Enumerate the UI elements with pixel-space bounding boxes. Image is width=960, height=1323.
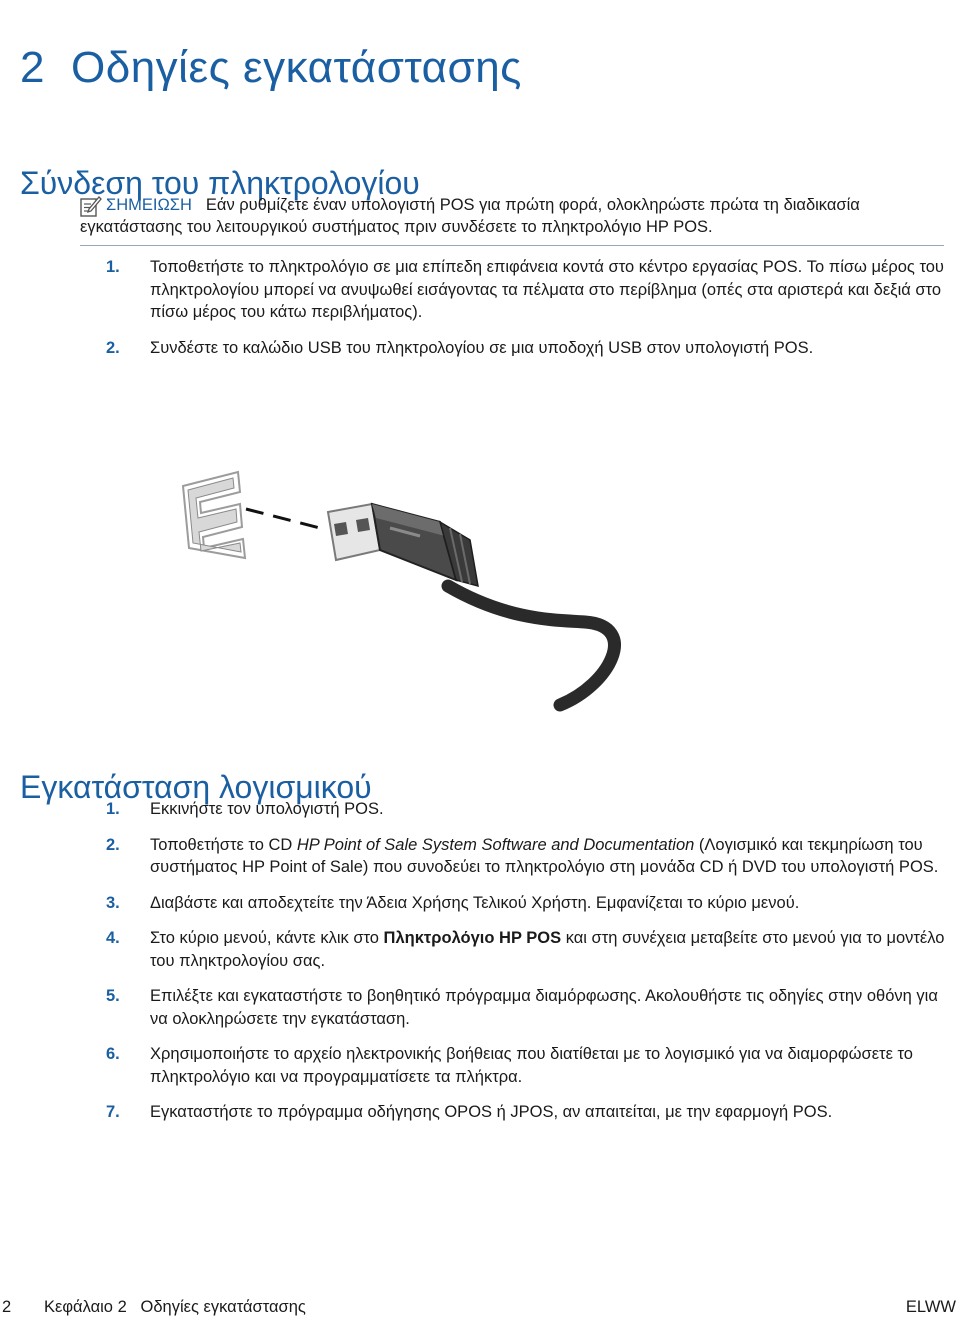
footer-document-code: ELWW [905, 1298, 956, 1316]
note-text: Εάν ρυθμίζετε έναν υπολογιστή POS για πρώτη φορά, ολοκληρώστε πρώτα τη διαδικασία εγκατάστασης του λειτουργικού συστήματος πριν συνδέσετε το πληκτρολόγιο HP POS. [80, 196, 860, 236]
step-text: Διαβάστε και αποδεχτείτε την Άδεια Χρήσης Τελικού Χρήστη. Εμφανίζεται το κύριο μενού. [150, 893, 800, 912]
step-text-post: και στη συνέχεια μεταβείτε στο μενού για το μοντέλο του πληκτρολογίου σας. [150, 929, 945, 970]
step-number: 1. [106, 258, 120, 276]
step-number: 7. [106, 1103, 120, 1121]
dashed-guide-line [246, 509, 320, 528]
step-text-pre: Τοποθετήστε το CD [150, 835, 297, 854]
usb-port-illustration [183, 472, 245, 558]
note-label: ΣΗΜΕΙΩΣΗ [106, 196, 192, 214]
step-number: 5. [106, 987, 120, 1005]
step-number: 1. [106, 800, 120, 818]
software-installation-steps [106, 798, 948, 1137]
cd-title: HP Point of Sale System Software and Documentation [296, 835, 695, 854]
list-item [106, 1101, 948, 1124]
note-box [80, 194, 944, 246]
page-footer [0, 1298, 960, 1322]
list-item [106, 892, 948, 915]
keyboard-connection-steps [106, 256, 948, 372]
chapter-title-text: Οδηγίες εγκατάστασης [70, 43, 522, 93]
step-text: Χρησιμοποιήστε το αρχείο ηλεκτρονικής βοήθειας που διατίθεται με το λογισμικό για να διαμορφώσετε το πληκτρολόγιο και να προγραμματίσετε τα πλήκτρα. [150, 1045, 913, 1086]
list-item [106, 1043, 948, 1088]
step-number: 2. [106, 835, 120, 854]
step-text: Συνδέστε το καλώδιο USB του πληκτρολογίου σε μια υποδοχή USB στον υπολογιστή POS. [150, 338, 814, 357]
chapter-title [20, 43, 522, 93]
section-title-keyboard-connection: Σύνδεση του πληκτρολογίου [20, 164, 420, 201]
step-text-pre: Στο κύριο μενού, κάντε κλικ στο [150, 929, 384, 947]
step-text: Εκκινήστε τον υπολογιστή POS. [150, 800, 384, 818]
usb-plug [328, 504, 478, 586]
list-item [106, 798, 948, 821]
list-item [106, 337, 948, 360]
step-number: 4. [106, 929, 120, 947]
step-text-post: (Λογισμικό και τεκμηρίωση του συστήματος HP Point of Sale) που συνοδεύει το πληκτρολόγιο στη μονάδα CD ή DVD του υπολογιστή POS. [150, 835, 939, 876]
list-item [106, 834, 948, 879]
step-number: 2. [106, 338, 120, 357]
step-number: 3. [106, 893, 120, 912]
step-text: Επιλέξτε και εγκαταστήστε το βοηθητικό πρόγραμμα διαμόρφωσης. Ακολουθήστε τις οδηγίες στην οθόνη για να ολοκληρώσετε την εγκατάσταση. [150, 987, 938, 1028]
section-title-software-installation: Εγκατάσταση λογισμικού [20, 768, 372, 805]
usb-cable [448, 586, 614, 705]
list-item [106, 256, 948, 324]
menu-item-name: Πληκτρολόγιο HP POS [383, 929, 562, 947]
step-text: Εγκαταστήστε το πρόγραμμα οδήγησης OPOS ή JPOS, αν απαιτείται, με την εφαρμογή POS. [150, 1103, 833, 1121]
chapter-number: 2 [20, 43, 45, 93]
usb-connection-illustration [0, 400, 960, 730]
page-number: 2 [2, 1298, 12, 1316]
step-number: 6. [106, 1045, 120, 1063]
list-item [106, 927, 948, 972]
footer-chapter-label: Κεφάλαιο 2 Οδηγίες εγκατάστασης [44, 1298, 306, 1316]
step-text: Τοποθετήστε το πληκτρολόγιο σε μια επίπεδη επιφάνεια κοντά στο κέντρο εργασίας POS. Το πίσω μέρος του πληκτρολογίου μπορεί να ανυψωθεί εισάγοντας τα πέλματα στο περίβλημα (οπές στα αριστερά και δεξιά στο πίσω μέρος του κάτω περιβλήματος). [150, 258, 944, 321]
list-item [106, 985, 948, 1030]
